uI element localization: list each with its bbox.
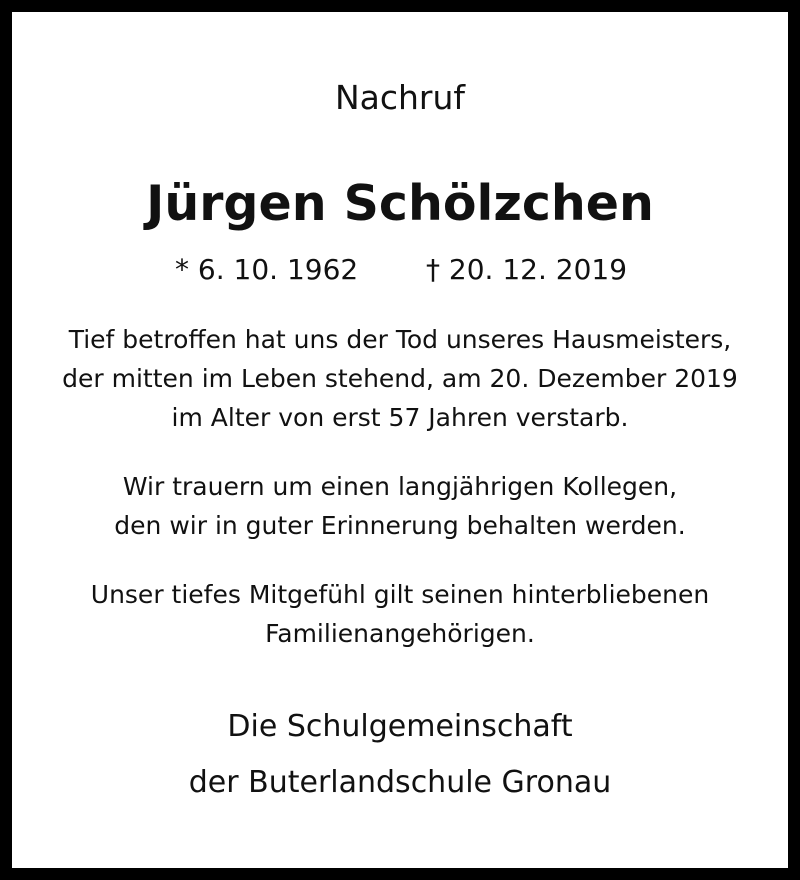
- paragraph-2-line-2: den wir in guter Erinnerung behalten werden.: [114, 511, 686, 540]
- paragraph-1-line-3: im Alter von erst 57 Jahren verstarb.: [171, 403, 629, 432]
- paragraph-2-line-1: Wir trauern um einen langjährigen Kollegen,: [122, 472, 678, 501]
- notice-heading: Nachruf: [334, 78, 466, 117]
- deceased-name: Jürgen Schölzchen: [146, 175, 654, 232]
- paragraph-3-line-1: Unser tiefes Mitgefühl gilt seinen hinterbliebenen: [90, 580, 710, 609]
- life-dates: [12, 250, 788, 290]
- death-date: † 20. 12. 2019: [426, 253, 628, 286]
- signature-line-2: der Buterlandschule Gronau: [188, 765, 612, 800]
- paragraph-1-line-1: Tief betroffen hat uns der Tod unseres Hausmeisters,: [68, 325, 732, 354]
- signature-line-1: Die Schulgemeinschaft: [227, 709, 573, 744]
- birth-date: * 6. 10. 1962: [175, 253, 359, 286]
- paragraph-3-line-2: Familienangehörigen.: [265, 619, 535, 648]
- paragraph-1-line-2: der mitten im Leben stehend, am 20. Dezember 2019: [62, 364, 738, 393]
